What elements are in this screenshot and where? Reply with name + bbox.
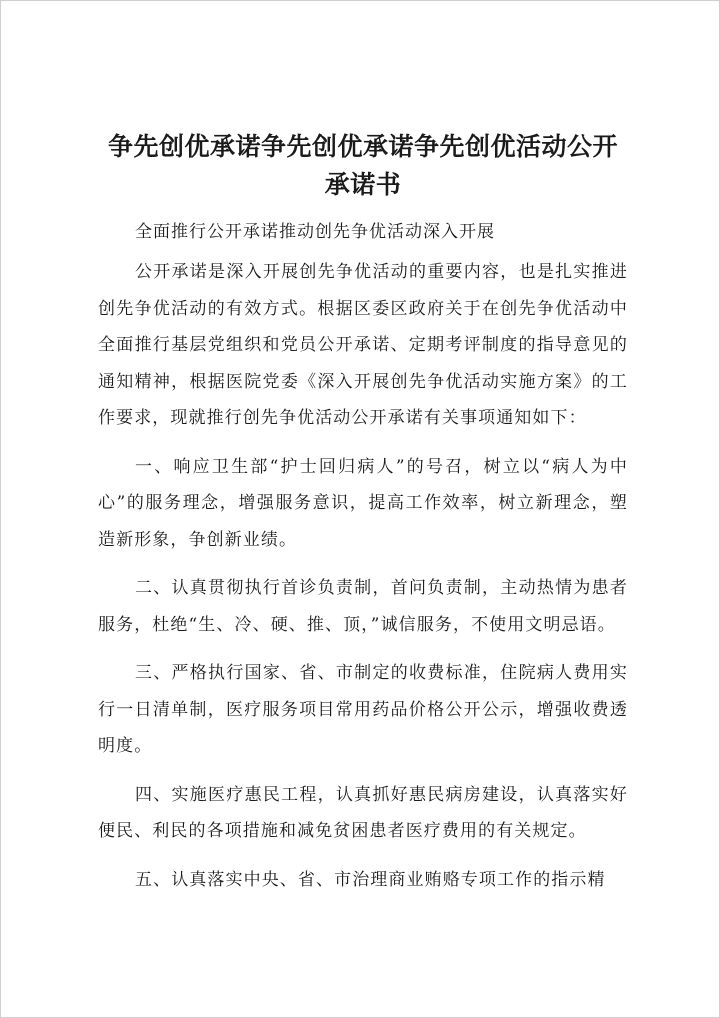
paragraph-item-1: 一、响应卫生部“护士回归病人”的号召，树立以“病人为中心”的服务理念，增强服务意识，提高工作效率，树立新理念，塑造新形象，争创新业绩。 [98, 456, 628, 550]
paragraph-item-3: 三、严格执行国家、省、市制定的收费标准，住院病人费用实行一日清单制，医疗服务项目常用药品价格公开公示，增强收费透明度。 [98, 663, 628, 756]
paragraph-intro: 公开承诺是深入开展创先争优活动的重要内容，也是扎实推进创先争优活动的有效方式。根据区委区政府关于在创先争优活动中全面推行基层党组织和党员公开承诺、定期考评制度的指导意见的通知精神，根据医院党委《深入开展创先争优活动实施方案》的工作要求，现就推行创先争优活动公开承诺有关事项通知如下： [98, 262, 628, 428]
paragraph-item-2: 二、认真贯彻执行首诊负责制，首问负责制，主动热情为患者服务，杜绝“生、冷、硬、推、顶，”诚信服务，不使用文明忌语。 [98, 578, 628, 635]
paragraph-item-4: 四、实施医疗惠民工程，认真抓好惠民病房建设，认真落实好便民、利民的各项措施和减免贫困患者医疗费用的有关规定。 [98, 784, 628, 841]
document-subtitle: 全面推行公开承诺推动创先争优活动深入开展 [135, 222, 495, 242]
paragraph-item-5: 五、认真落实中央、省、市治理商业贿赂专项工作的指示精 [135, 869, 606, 890]
document-body [98, 128, 628, 898]
document-title: 争先创优承诺争先创优承诺争先创优活动公开承诺书 [107, 132, 618, 199]
